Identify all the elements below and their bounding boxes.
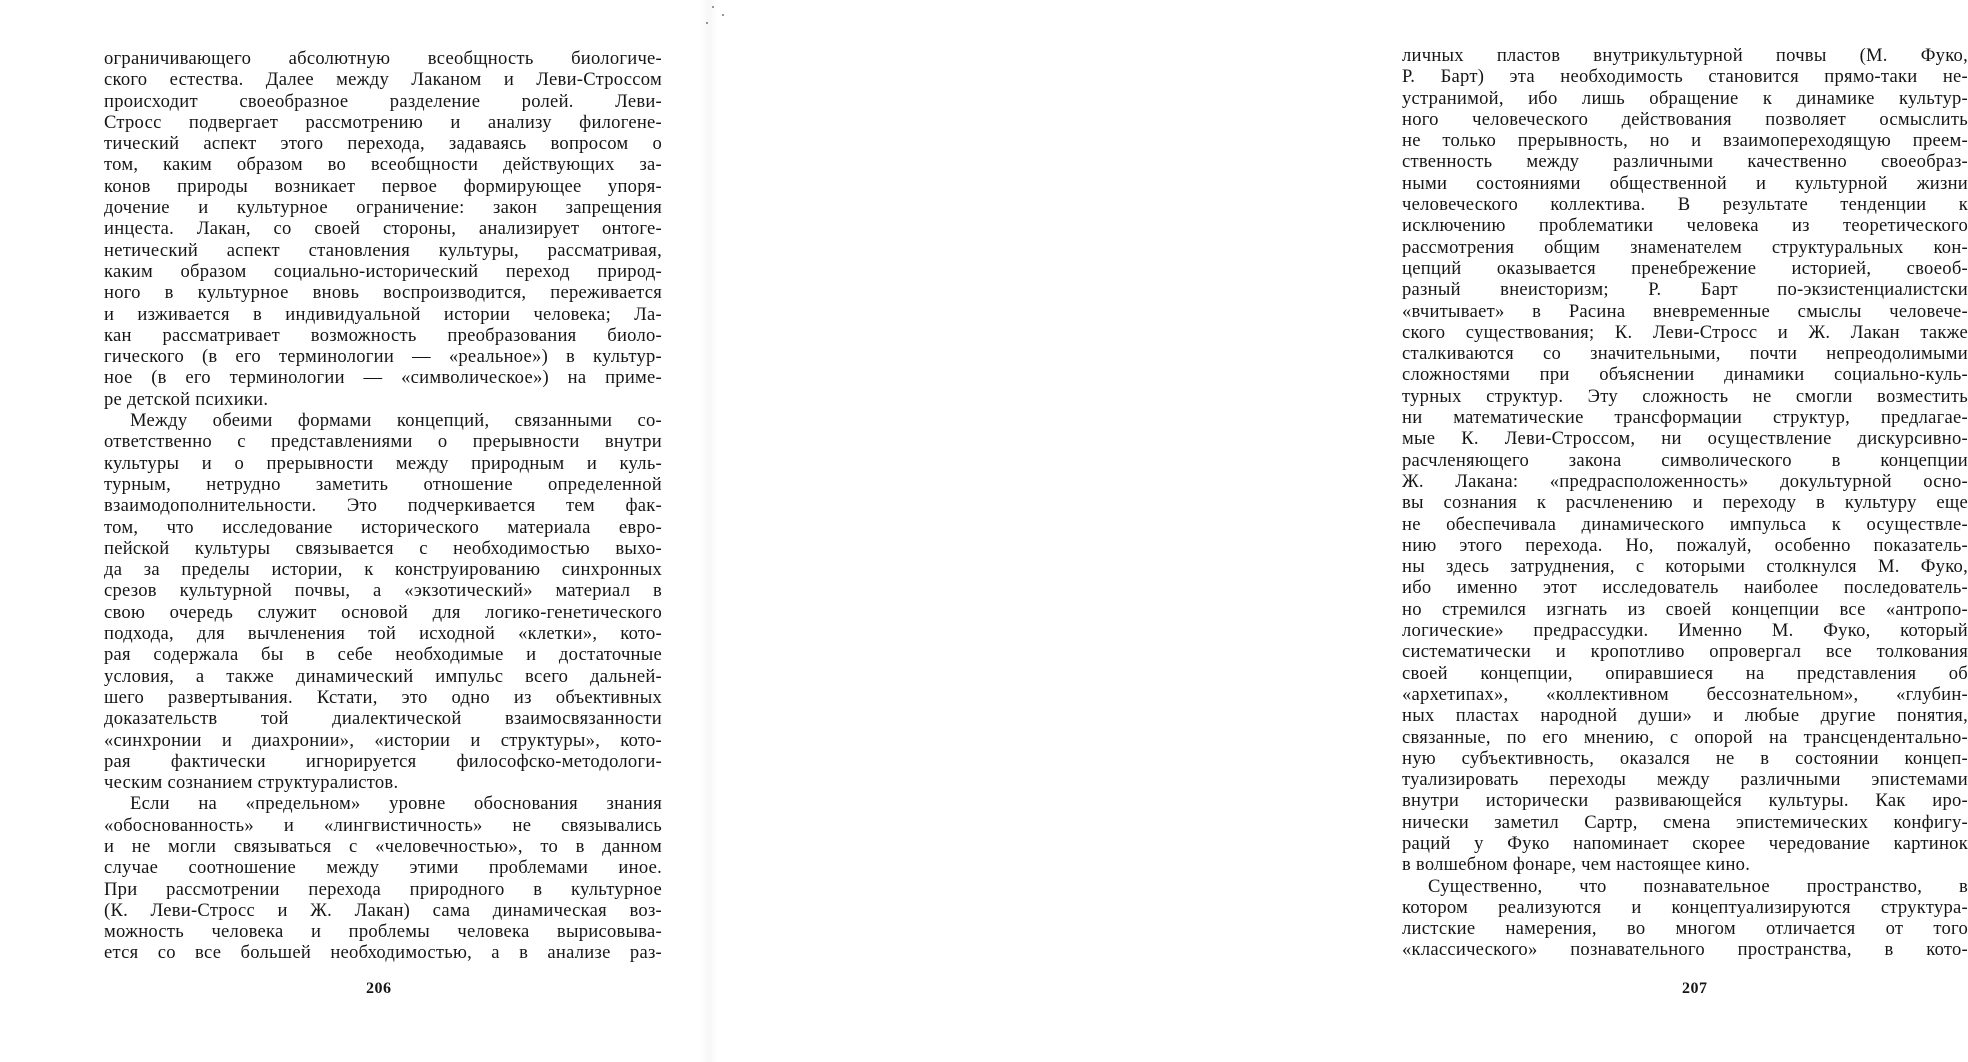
right-page	[684, 0, 1968, 1062]
text-line: тический аспект этого перехода, задаваясь вопросом о	[104, 133, 662, 155]
scan-speck	[712, 6, 714, 8]
text-line: доказательств той диалектической взаимосвязанности	[104, 708, 662, 730]
text-line: ными состояниями общественной и культурной жизни	[1402, 172, 1968, 194]
text-line: расчленяющего закона символического в концепции	[1402, 449, 1968, 471]
text-line: «обоснованность» и «лингвистичность» не связывались	[104, 814, 662, 836]
text-line: личных пластов внутрикультурной почвы (М. Фуко,	[1402, 45, 1968, 66]
text-line: случае соотношение между этими проблемами иное.	[104, 857, 662, 879]
text-line: свою очередь служит основой для логико-генетического	[104, 601, 662, 623]
text-line: ного человеческого действования позволяет осмыслить	[1402, 108, 1968, 130]
text-line: систематически и кропотливо опровергал все толкования	[1402, 641, 1968, 663]
text-line: ре детской психики.	[104, 388, 269, 410]
text-line: каким образом социально-исторический переход природ-	[104, 260, 662, 282]
text-line: рая фактически игнорируется философско-методологи-	[104, 750, 662, 772]
text-line: Ж. Лакана: «предрасположенность» докультурной осно-	[1402, 470, 1968, 492]
text-line: ного в культурное вновь воспроизводится, переживается	[104, 282, 662, 304]
text-line: и изживается в индивидуальной истории человека; Ла-	[104, 303, 662, 325]
text-line: пейской культуры связывается с необходимостью выхо-	[104, 537, 662, 559]
text-line: ственность между различными качественно своеобраз-	[1402, 151, 1968, 173]
text-line: ограничивающего абсолютную всеобщность биологиче-	[104, 48, 662, 69]
text-line: ческим сознанием структуралистов.	[104, 772, 399, 794]
text-line: турным, нетрудно заметить отношение определенной	[104, 473, 662, 495]
text-line: но стремился изгнать из своей концепции все «антропо-	[1402, 598, 1968, 620]
text-line: устранимой, ибо лишь обращение к динамике культур-	[1402, 87, 1968, 109]
text-line: разный внеисторизм; Р. Барт по-экзистенциалистски	[1402, 279, 1968, 301]
text-line: сталкиваются со значительными, почти непреодолимыми	[1402, 343, 1968, 365]
text-line: своей концепции, опиравшиеся на представления об	[1402, 662, 1968, 684]
text-line: срезов культурной почвы, а «экзотический» материал в	[104, 580, 662, 602]
text-line: дочение и культурное ограничение: закон запрещения	[104, 197, 662, 219]
text-line: ется со все большей необходимостью, а в анализе раз-	[104, 942, 662, 964]
text-line: подхода, для вычленения той исходной «клетки», кото-	[104, 623, 662, 645]
left-page	[0, 0, 684, 1062]
text-line: ное (в его терминологии — «символическое») на приме-	[104, 367, 662, 389]
text-line: нически заметил Сартр, смена эпистемических конфигу-	[1402, 811, 1968, 833]
text-line: происходит своеобразное разделение ролей. Леви-	[104, 90, 662, 112]
text-line: связанные, по его мнению, с опорой на трансцендентально-	[1402, 726, 1968, 748]
text-line: турных структур. Эту сложность не смогли возместить	[1402, 385, 1968, 407]
text-line: да за пределы истории, к конструированию синхронных	[104, 559, 662, 581]
paragraph-start-line: Если на «предельном» уровне обоснования знания	[130, 793, 662, 815]
paragraph-start-line: Между обеими формами концепций, связанными со-	[130, 410, 662, 432]
text-line: человеческого коллектива. В результате тенденции к	[1402, 194, 1968, 216]
text-line: том, что исследование исторического материала евро-	[104, 516, 662, 538]
page-number: 207	[1682, 980, 1708, 997]
text-line: При рассмотрении перехода природного в культурное	[104, 878, 662, 900]
text-line: гического (в его терминологии — «реальное») в культур-	[104, 346, 662, 368]
text-line: культуры и о прерывности между природным и куль-	[104, 452, 662, 474]
text-line: логические» предрассудки. Именно М. Фуко, который	[1402, 620, 1968, 642]
paragraph-start-line: Существенно, что познавательное пространство, в	[1428, 875, 1968, 897]
text-line: ского естества. Далее между Лаканом и Леви-Строссом	[104, 69, 662, 91]
text-line: кан рассматривает возможность преобразования биоло-	[104, 324, 662, 346]
text-line: раций у Фуко напоминает скорее чередование картинок	[1402, 832, 1968, 854]
text-line: инцеста. Лакан, со своей стороны, анализирует онтоге-	[104, 218, 662, 240]
text-line: ны здесь затруднения, с которыми столкнулся М. Фуко,	[1402, 556, 1968, 578]
text-line: внутри исторически развивающейся культуры. Как иро-	[1402, 790, 1968, 812]
text-line: шего развертывания. Кстати, это одно из объективных	[104, 686, 662, 708]
text-line: и не могли связываться с «человечностью», то в данном	[104, 835, 662, 857]
text-line: ную субъективность, оказался не в состоянии концеп-	[1402, 747, 1968, 769]
text-line: туализировать переходы между различными эпистемами	[1402, 769, 1968, 791]
text-line: «классического» познавательного пространства, в кото-	[1402, 939, 1968, 961]
text-line: конов природы возникает первое формирующее упоря-	[104, 175, 662, 197]
text-line: сложностями при объяснении динамики социально-куль-	[1402, 364, 1968, 386]
text-line: взаимодополнительности. Это подчеркивается тем фак-	[104, 495, 662, 517]
text-line: в волшебном фонаре, чем настоящее кино.	[1402, 854, 1751, 876]
page-number: 206	[366, 980, 392, 997]
scan-speck	[706, 22, 708, 24]
text-line: ответственно с представлениями о прерывности внутри	[104, 431, 662, 453]
text-line: Р. Барт) эта необходимость становится прямо-таки не-	[1402, 66, 1968, 88]
text-line: цепций оказывается пренебрежение историей, своеоб-	[1402, 257, 1968, 279]
text-line: котором реализуются и концептуализируются структура-	[1402, 896, 1968, 918]
text-line: ского существования; К. Леви-Стросс и Ж. Лакан также	[1402, 321, 1968, 343]
text-line: исключению проблематики человека из теоретического	[1402, 215, 1968, 237]
text-line: нию этого перехода. Но, пожалуй, особенно показатель-	[1402, 534, 1968, 556]
text-line: рая содержала бы в себе необходимые и достаточные	[104, 644, 662, 666]
text-line: (К. Леви-Стросс и Ж. Лакан) сама динамическая воз-	[104, 899, 662, 921]
text-line: нетический аспект становления культуры, рассматривая,	[104, 239, 662, 261]
text-line: условия, а также динамический импульс всего дальней-	[104, 665, 662, 687]
text-line: мые К. Леви-Строссом, ни осуществление дискурсивно-	[1402, 428, 1968, 450]
right-page-text	[1402, 45, 1968, 961]
text-line: листские намерения, во многом отличается от того	[1402, 918, 1968, 940]
text-line: том, каким образом во всеобщности действующих за-	[104, 154, 662, 176]
text-line: ибо именно этот исследователь наиболее последователь-	[1402, 577, 1968, 599]
text-line: ни математические трансформации структур, предлагае-	[1402, 407, 1968, 429]
text-line: Стросс подвергает рассмотрению и анализу филогене-	[104, 111, 662, 133]
text-line: вы сознания к расчленению и переходу в культуру еще	[1402, 492, 1968, 514]
left-page-text	[104, 48, 662, 964]
text-line: не обеспечивала динамического импульса к осуществле-	[1402, 513, 1968, 535]
text-line: можность человека и проблемы человека вырисовыва-	[104, 921, 662, 943]
text-line: «архетипах», «коллективном бессознательном», «глубин-	[1402, 683, 1968, 705]
text-line: «вчитывает» в Расина вневременные смыслы человече-	[1402, 300, 1968, 322]
text-line: рассмотрения общим знаменателем структуральных кон-	[1402, 236, 1968, 258]
scan-speck	[722, 14, 724, 16]
text-line: не только прерывность, но и взаимопереходящую преем-	[1402, 130, 1968, 152]
text-line: «синхронии и диахронии», «истории и структуры», кото-	[104, 729, 662, 751]
text-line: ных пластах народной души» и любые другие понятия,	[1402, 705, 1968, 727]
